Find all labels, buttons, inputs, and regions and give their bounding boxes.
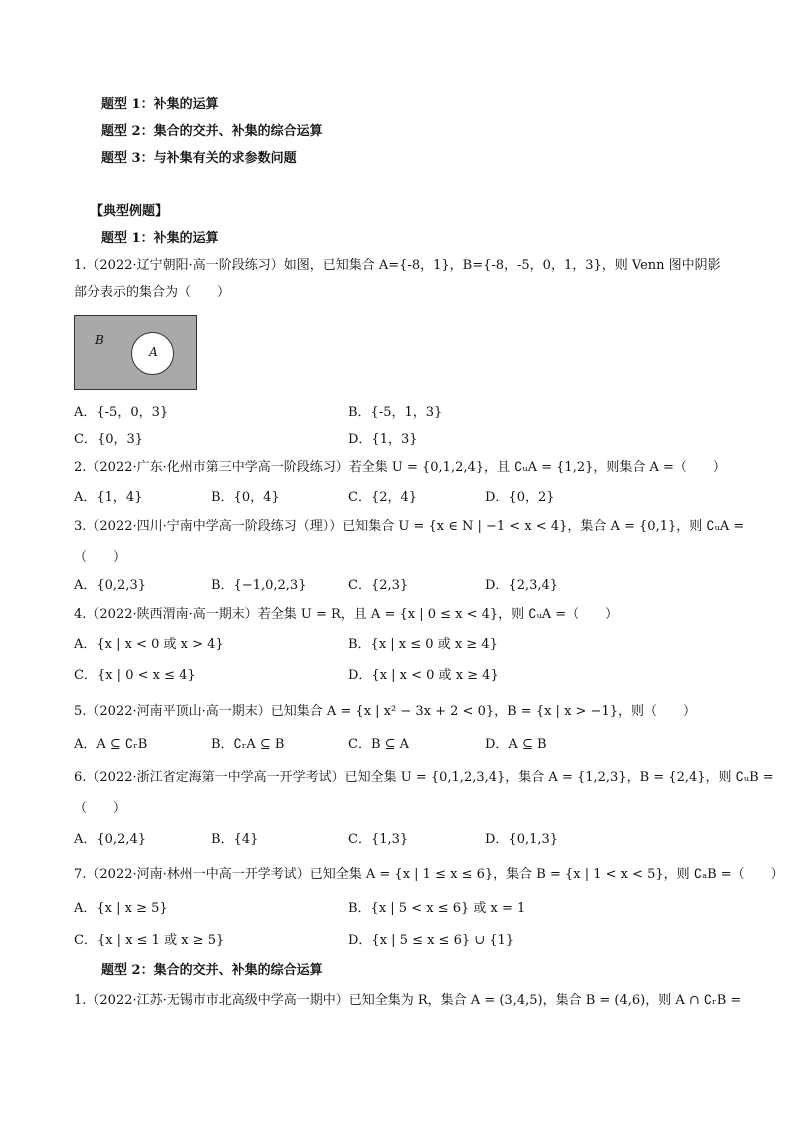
q2-options — [74, 489, 734, 507]
q1-line2: 部分表示的集合为（ ） — [74, 285, 231, 300]
q2-option-d: D．{0，2} — [485, 490, 555, 505]
venn-circle-a — [131, 332, 174, 375]
q6-option-b: B．{4} — [211, 832, 259, 847]
outline-item-2: 题型 2：集合的交并、补集的综合运算 — [101, 124, 323, 139]
q6-options — [74, 831, 734, 849]
section-heading: 【典型例题】 — [90, 204, 169, 219]
q4-options-row2 — [74, 667, 734, 685]
q5-text: 5.（2022·河南平顶山·高一期末）已知集合 A = {x | x² − 3x + 2 < 0}，B = {x | x > −1}，则（ ） — [74, 704, 696, 719]
q7-option-d: D．{x | 5 ≤ x ≤ 6} ∪ {1} — [348, 933, 515, 948]
q7-options-row1 — [74, 900, 734, 918]
q1-options-row2 — [74, 431, 734, 449]
q5-option-a: A．A ⊆ ∁ᵣB — [74, 737, 148, 752]
q1-option-d: D．{1，3} — [348, 432, 418, 447]
q4-option-b: B．{x | x ≤ 0 或 x ≥ 4} — [348, 637, 498, 652]
q4-option-c: C．{x | 0 < x ≤ 4} — [74, 668, 196, 683]
outline-item-1: 题型 1：补集的运算 — [101, 97, 219, 112]
q6-option-d: D．{0,1,3} — [485, 832, 559, 847]
q6-option-a: A．{0,2,4} — [74, 832, 147, 847]
q6-option-c: C．{1,3} — [348, 832, 409, 847]
q2-option-c: C．{2，4} — [348, 490, 418, 505]
q5-option-c: C．B ⊆ A — [348, 737, 410, 752]
q2-text: 2.（2022·广东·化州市第三中学高一阶段练习）若全集 U = {0,1,2,4}，且 ∁ᵤA = {1,2}，则集合 A =（ ） — [74, 460, 726, 475]
q1-line1: 1.（2022·辽宁朝阳·高一阶段练习）如图，已知集合 A={-8，1}，B={-8，-5，0，1，3}，则 Venn 图中阴影 — [74, 258, 721, 273]
q5-option-b: B．∁ᵣA ⊆ B — [211, 737, 285, 752]
q1-option-b: B．{-5，1，3} — [348, 405, 443, 420]
q6-line1: 6.（2022·浙江省定海第一中学高一开学考试）已知全集 U = {0,1,2,3,4}，集合 A = {1,2,3}，B = {2,4}，则 ∁ᵤB = — [74, 770, 774, 785]
q6-line2: （ ） — [74, 801, 127, 816]
q5-options — [74, 736, 734, 754]
q1-options-row1 — [74, 404, 734, 422]
outline-item-3: 题型 3：与补集有关的求参数问题 — [101, 151, 297, 166]
q7-option-c: C．{x | x ≤ 1 或 x ≥ 5} — [74, 933, 225, 948]
q7-text: 7.（2022·河南·林州一中高一开学考试）已知全集 A = {x | 1 ≤ x ≤ 6}，集合 B = {x | 1 < x < 5}，则 ∁ₐB =（ ） — [74, 867, 784, 882]
q3-options — [74, 577, 734, 595]
venn-label-a: A — [149, 345, 158, 359]
q4-text: 4.（2022·陕西渭南·高一期末）若全集 U = R，且 A = {x | 0 ≤ x < 4}，则 ∁ᵤA =（ ） — [74, 607, 619, 622]
type1-heading: 题型 1：补集的运算 — [101, 231, 219, 246]
q4-options-row1 — [74, 636, 734, 654]
q4-option-a: A．{x | x < 0 或 x > 4} — [74, 637, 224, 652]
q1-option-a: A．{-5，0，3} — [74, 405, 169, 420]
q5-option-d: D．A ⊆ B — [485, 737, 547, 752]
venn-label-b: B — [95, 333, 104, 347]
q3-option-a: A．{0,2,3} — [74, 578, 147, 593]
q7-options-row2 — [74, 932, 734, 950]
q3-line2: （ ） — [74, 550, 127, 565]
q3-option-d: D．{2,3,4} — [485, 578, 559, 593]
q3-line1: 3.（2022·四川·宁南中学高一阶段练习（理））已知集合 U = {x ∈ N | −1 < x < 4}，集合 A = {0,1}，则 ∁ᵤA = — [74, 519, 745, 534]
venn-diagram — [74, 315, 197, 390]
q2-option-b: B．{0，4} — [211, 490, 280, 505]
q1-option-c: C．{0，3} — [74, 432, 144, 447]
q3-option-c: C．{2,3} — [348, 578, 409, 593]
q4-option-d: D．{x | x < 0 或 x ≥ 4} — [348, 668, 499, 683]
q7-option-a: A．{x | x ≥ 5} — [74, 901, 168, 916]
q3-option-b: B．{−1,0,2,3} — [211, 578, 307, 593]
t2q1-text: 1.（2022·江苏·无锡市市北高级中学高一期中）已知全集为 R，集合 A = (3,4,5)，集合 B = (4,6)，则 A ∩ ∁ᵣB = — [74, 993, 742, 1008]
q2-option-a: A．{1，4} — [74, 490, 143, 505]
q7-option-b: B．{x | 5 < x ≤ 6} 或 x = 1 — [348, 901, 526, 916]
type2-heading: 题型 2：集合的交并、补集的综合运算 — [101, 963, 323, 978]
